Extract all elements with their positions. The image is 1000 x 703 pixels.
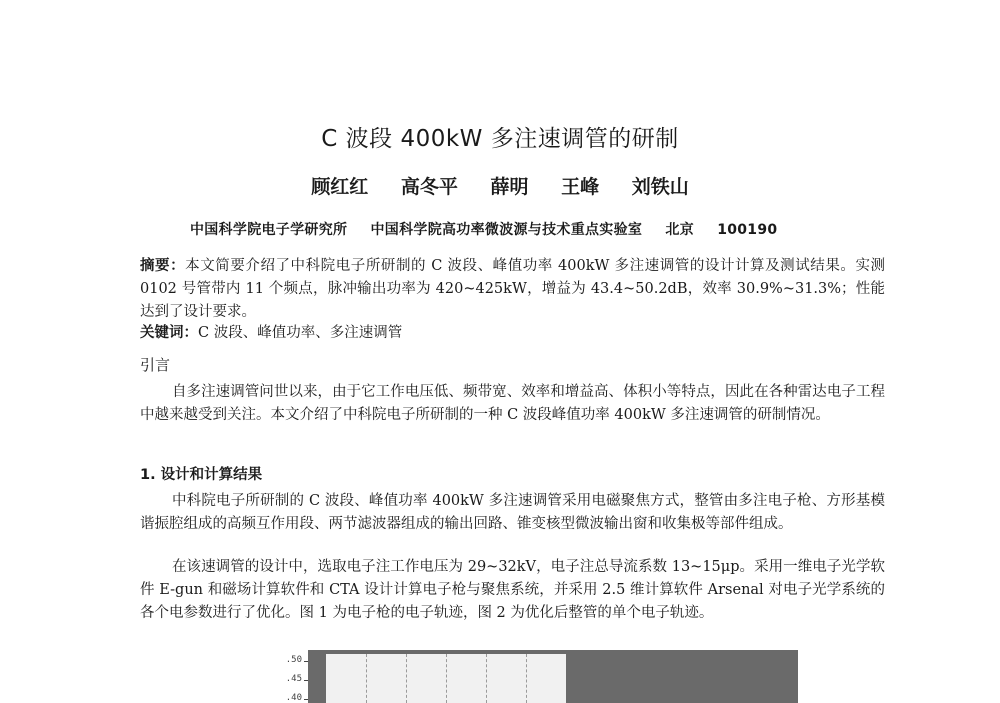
abstract <box>140 255 885 324</box>
grid-line <box>486 654 488 703</box>
author-list <box>0 172 1000 199</box>
author-name: 高冬平 <box>400 176 458 198</box>
affiliation-line <box>190 219 890 239</box>
plot-area <box>308 650 798 703</box>
paper-title: C 波段 400kW 多注速调管的研制 <box>321 126 679 152</box>
section-heading: 1. 设计和计算结果 <box>140 467 263 483</box>
author-name: 刘铁山 <box>631 176 689 198</box>
abstract-text: 本文简要介绍了中科院电子所研制的 C 波段、峰值功率 400kW 多注速调管的设计计算及测试结果。实测 0102 号管带内 11 个频点，脉冲输出功率为 420~425kW，增益为 43.4~50.2dB，效率 30.9%~31.3%；性能达到了设计要求。 <box>140 258 885 320</box>
y-tick-label: .50 <box>285 655 302 665</box>
keywords <box>140 322 885 345</box>
grid-line <box>366 654 368 703</box>
affiliation-postcode: 100190 <box>717 222 778 238</box>
figure-1-partial <box>270 650 800 703</box>
grid-line <box>526 654 528 703</box>
section-paragraph: 中科院电子所研制的 C 波段、峰值功率 400kW 多注速调管采用电磁聚焦方式，整管由多注电子枪、方形基模谐振腔组成的高频互作用段、两节滤波器组成的输出回路、锥变核型微波输出窗和收集极等部件组成。 <box>140 493 885 532</box>
affiliation: 中国科学院高功率微波源与技术重点实验室 <box>370 222 643 238</box>
keywords-text: C 波段、峰值功率、多注速调管 <box>198 325 403 341</box>
author-name: 王峰 <box>561 176 600 198</box>
section-paragraph: 在该速调管的设计中，选取电子注工作电压为 29~32kV，电子注总导流系数 13~15μp。采用一维电子光学软件 E-gun 和磁场计算软件和 CTA 设计计算电子枪与聚焦系统，并采用 2.5 维计算软件 Arsenal 对电子光学系统的各个电参数进行了优化。图 1 为电子枪的电子轨迹，图 2 为优化后整管的单个电子轨迹。 <box>140 559 885 621</box>
affiliation-city: 北京 <box>665 222 694 238</box>
plot-inner-panel <box>326 654 566 703</box>
y-tick-label: .45 <box>285 674 302 684</box>
intro-heading: 引言 <box>140 356 171 374</box>
author-name: 顾红红 <box>311 176 369 198</box>
grid-line <box>446 654 448 703</box>
abstract-label: 摘要： <box>140 258 186 274</box>
author-name: 薛明 <box>490 176 529 198</box>
intro-paragraph: 自多注速调管问世以来，由于它工作电压低、频带宽、效率和增益高、体积小等特点，因此在各种雷达电子工程中越来越受到关注。本文介绍了中科院电子所研制的一种 C 波段峰值功率 400kW 多注速调管的研制情况。 <box>140 384 885 423</box>
grid-line <box>406 654 408 703</box>
y-tick-label: .40 <box>285 693 302 703</box>
keywords-label: 关键词： <box>140 325 198 341</box>
affiliation: 中国科学院电子学研究所 <box>190 222 348 238</box>
